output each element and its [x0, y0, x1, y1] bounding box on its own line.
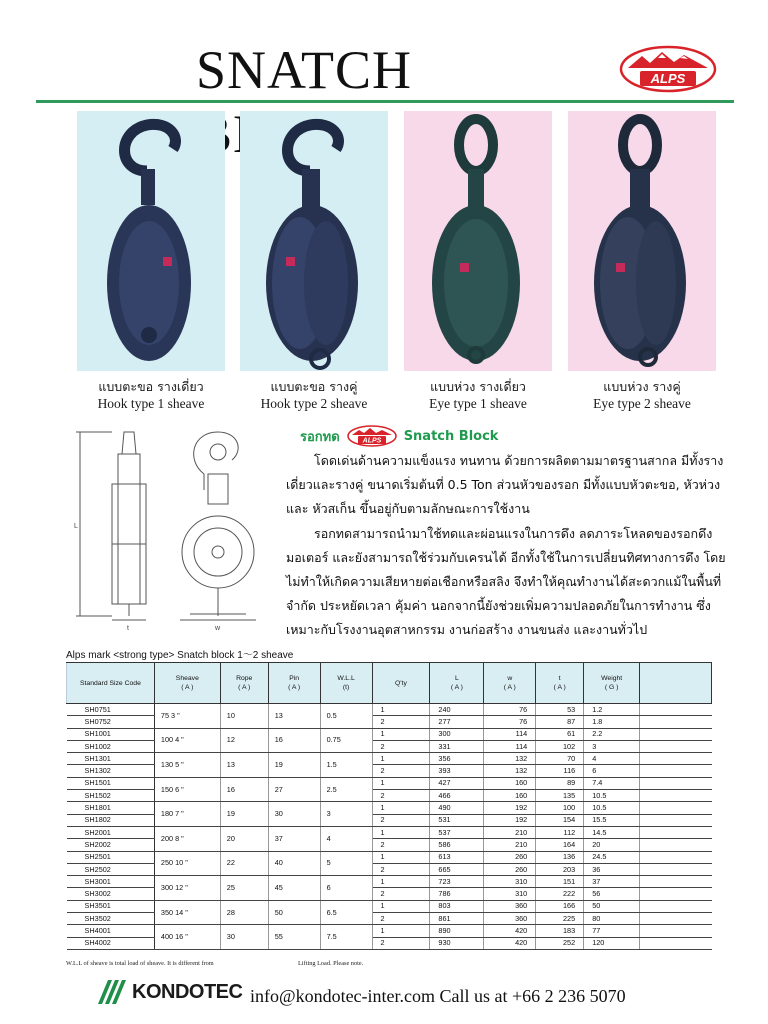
footnote-right: Lifting Load. Please note. — [298, 960, 364, 967]
table-cell: 166 — [536, 900, 584, 912]
table-cell: 13 — [268, 704, 320, 729]
table-cell: 203 — [536, 863, 584, 875]
table-cell: 132 — [484, 765, 536, 777]
table-cell: 55 — [268, 925, 320, 950]
table-cell: 420 — [484, 937, 536, 949]
table-cell: 1 — [372, 925, 430, 937]
table-cell: SH3001 — [67, 876, 155, 888]
table-title: Alps mark <strong type> Snatch block 1～2 sheave — [66, 650, 294, 661]
table-cell: 183 — [536, 925, 584, 937]
table-cell: 13 — [220, 753, 268, 778]
table-cell: 537 — [430, 826, 484, 838]
table-cell: 76 — [484, 716, 536, 728]
caption-th: แบบตะขอ รางเดี่ยว — [98, 379, 204, 394]
table-cell: SH1302 — [67, 765, 155, 777]
table-cell: 61 — [536, 728, 584, 740]
table-cell: 3 — [320, 802, 372, 827]
table-cell: 50 — [268, 900, 320, 925]
table-cell: 2 — [372, 765, 430, 777]
table-cell: 6.5 — [320, 900, 372, 925]
table-header-cell: w ( A ) — [484, 663, 536, 704]
table-cell: SH3502 — [67, 913, 155, 925]
table-cell: 20 — [220, 826, 268, 851]
table-header-cell — [640, 663, 712, 704]
table-cell — [640, 790, 712, 802]
table-cell: 200 8 " — [154, 826, 220, 851]
table-cell: 861 — [430, 913, 484, 925]
table-cell: 930 — [430, 937, 484, 949]
table-cell: 300 — [430, 728, 484, 740]
table-cell: 89 — [536, 777, 584, 789]
table-cell: SH2502 — [67, 863, 155, 875]
table-cell: 100 — [536, 802, 584, 814]
table-cell: 2.2 — [584, 728, 640, 740]
table-cell: SH0752 — [67, 716, 155, 728]
table-cell: 2 — [372, 790, 430, 802]
section-heading — [300, 425, 498, 447]
table-cell: 135 — [536, 790, 584, 802]
table-header-cell: Rope ( A ) — [220, 663, 268, 704]
table-cell: 1 — [372, 826, 430, 838]
table-row — [67, 851, 712, 863]
table-cell — [640, 753, 712, 765]
table-cell: 723 — [430, 876, 484, 888]
table-cell: 87 — [536, 716, 584, 728]
table-cell: 331 — [430, 740, 484, 752]
table-cell: 393 — [430, 765, 484, 777]
table-cell: 400 16 " — [154, 925, 220, 950]
table-cell: 77 — [584, 925, 640, 937]
table-cell: 3 — [584, 740, 640, 752]
table-cell — [640, 876, 712, 888]
table-row — [67, 802, 712, 814]
drawing-label-w: w — [215, 625, 221, 632]
table-cell: 12 — [220, 728, 268, 753]
table-cell: 4 — [320, 826, 372, 851]
table-cell: 300 12 " — [154, 876, 220, 901]
table-cell: 10 — [220, 704, 268, 729]
table-cell — [640, 937, 712, 949]
table-cell: 16 — [268, 728, 320, 753]
table-header-cell: Q'ty — [372, 663, 430, 704]
table-cell: 40 — [268, 851, 320, 876]
table-cell: 2 — [372, 913, 430, 925]
table-cell: 1.8 — [584, 716, 640, 728]
table-cell: 466 — [430, 790, 484, 802]
table-cell: 37 — [268, 826, 320, 851]
description-paragraph-1: โดดเด่นด้านความแข็งแรง ทนทาน ด้วยการผลิตตามมาตรฐานสากล มีทั้งรางเดี่ยวและรางคู่ ขนาดเริ่มต้นที่ 0.5 Ton ส่วนหัวของรอก มีทั้งแบบหัวตะขอ, หัวห่วง และ หัวสเก็น ขึ้นอยู่กับตามลักษณะการใช้งาน — [286, 453, 724, 517]
table-cell: 222 — [536, 888, 584, 900]
table-cell: 6 — [320, 876, 372, 901]
table-cell — [640, 839, 712, 851]
table-cell: 613 — [430, 851, 484, 863]
table-cell: 120 — [584, 937, 640, 949]
alps-logo — [618, 44, 718, 94]
table-cell: SH3501 — [67, 900, 155, 912]
table-cell: 19 — [268, 753, 320, 778]
table-cell: 2 — [372, 716, 430, 728]
photo-eye-1-sheave — [404, 111, 552, 371]
table-cell — [640, 704, 712, 716]
table-header-cell: W.L.L (t) — [320, 663, 372, 704]
table-cell: 0.5 — [320, 704, 372, 729]
table-cell: SH2001 — [67, 826, 155, 838]
caption-hook-2-sheave — [224, 378, 404, 412]
table-cell: 531 — [430, 814, 484, 826]
table-cell: SH0751 — [67, 704, 155, 716]
contact-info: info@kondotec-inter.com Call us at +66 2 236 5070 — [250, 986, 626, 1006]
caption-eye-2-sheave — [552, 378, 732, 412]
table-cell — [640, 740, 712, 752]
table-cell: 1.2 — [584, 704, 640, 716]
table-row — [67, 876, 712, 888]
table-cell: 80 — [584, 913, 640, 925]
table-cell: 420 — [484, 925, 536, 937]
table-cell: 277 — [430, 716, 484, 728]
table-cell: 112 — [536, 826, 584, 838]
table-cell: 20 — [584, 839, 640, 851]
table-header-cell: Pin ( A ) — [268, 663, 320, 704]
table-cell: 260 — [484, 863, 536, 875]
table-cell: 310 — [484, 888, 536, 900]
table-cell: 22 — [220, 851, 268, 876]
table-cell — [640, 900, 712, 912]
table-cell: 1 — [372, 851, 430, 863]
table-cell: SH4001 — [67, 925, 155, 937]
table-cell: 28 — [220, 900, 268, 925]
table-cell: 7.5 — [320, 925, 372, 950]
table-cell — [640, 851, 712, 863]
table-header-row — [67, 663, 712, 704]
table-cell: 250 10 " — [154, 851, 220, 876]
table-cell: 1 — [372, 704, 430, 716]
table-cell: 10.5 — [584, 790, 640, 802]
table-cell: 100 4 " — [154, 728, 220, 753]
table-row — [67, 900, 712, 912]
table-cell: 2 — [372, 937, 430, 949]
table-cell: 6 — [584, 765, 640, 777]
table-cell: SH2002 — [67, 839, 155, 851]
table-cell: 136 — [536, 851, 584, 863]
table-cell: 70 — [536, 753, 584, 765]
photo-hook-1-sheave — [77, 111, 225, 371]
table-cell: 45 — [268, 876, 320, 901]
page-title: SNATCH — [196, 40, 413, 100]
caption-th: แบบห่วง รางคู่ — [603, 379, 681, 394]
table-cell: 56 — [584, 888, 640, 900]
table-row — [67, 704, 712, 716]
table-cell: 890 — [430, 925, 484, 937]
table-cell: 192 — [484, 802, 536, 814]
heading-th: รอกทด — [300, 429, 340, 445]
table-cell: 360 — [484, 913, 536, 925]
table-cell — [640, 765, 712, 777]
table-cell: 19 — [220, 802, 268, 827]
table-cell: 2 — [372, 814, 430, 826]
table-row — [67, 753, 712, 765]
table-cell: 30 — [220, 925, 268, 950]
table-cell: 240 — [430, 704, 484, 716]
table-cell: 5 — [320, 851, 372, 876]
table-header-cell: t ( A ) — [536, 663, 584, 704]
table-cell — [640, 913, 712, 925]
table-cell: 102 — [536, 740, 584, 752]
table-cell: 7.4 — [584, 777, 640, 789]
table-header-cell: Sheave ( A ) — [154, 663, 220, 704]
table-cell: SH1501 — [67, 777, 155, 789]
table-row — [67, 777, 712, 789]
table-cell: 24.5 — [584, 851, 640, 863]
table-cell — [640, 802, 712, 814]
table-cell: 150 6 " — [154, 777, 220, 802]
drawing-label-l: L — [74, 523, 78, 530]
alps-mini-logo — [346, 425, 398, 447]
table-cell: 260 — [484, 851, 536, 863]
table-cell: 803 — [430, 900, 484, 912]
title-divider — [36, 100, 734, 103]
table-header-cell: Standard Size Code — [67, 663, 155, 704]
table-header-cell: Weight ( G ) — [584, 663, 640, 704]
spec-table — [66, 662, 712, 950]
alps-logo-text: ALPS — [650, 71, 686, 86]
table-cell: 252 — [536, 937, 584, 949]
caption-en: Eye type 1 sheave — [429, 396, 527, 411]
table-cell: 10.5 — [584, 802, 640, 814]
table-cell — [640, 728, 712, 740]
company-name: KONDOTEC — [132, 980, 243, 1003]
kondotec-logo — [96, 978, 242, 1006]
table-row — [67, 728, 712, 740]
table-cell — [640, 925, 712, 937]
table-cell: 1 — [372, 900, 430, 912]
table-cell — [640, 888, 712, 900]
table-cell: 2 — [372, 863, 430, 875]
table-cell: 154 — [536, 814, 584, 826]
table-cell: 1.5 — [320, 753, 372, 778]
table-cell: SH1802 — [67, 814, 155, 826]
table-cell: 360 — [484, 900, 536, 912]
table-cell: 164 — [536, 839, 584, 851]
caption-hook-1-sheave — [61, 378, 241, 412]
table-cell: 75 3 " — [154, 704, 220, 729]
table-cell: SH2501 — [67, 851, 155, 863]
table-cell: 4 — [584, 753, 640, 765]
table-cell — [640, 863, 712, 875]
table-cell: 116 — [536, 765, 584, 777]
table-cell: 130 5 " — [154, 753, 220, 778]
table-cell: 2.5 — [320, 777, 372, 802]
table-cell: 1 — [372, 802, 430, 814]
table-cell — [640, 777, 712, 789]
table-cell: 356 — [430, 753, 484, 765]
caption-th: แบบตะขอ รางคู่ — [270, 379, 358, 394]
table-header-cell: L ( A ) — [430, 663, 484, 704]
table-cell: 2 — [372, 740, 430, 752]
table-cell: 490 — [430, 802, 484, 814]
table-cell: 132 — [484, 753, 536, 765]
table-cell: 14.5 — [584, 826, 640, 838]
caption-en: Hook type 2 sheave — [260, 396, 368, 411]
description — [286, 449, 726, 643]
table-cell — [640, 814, 712, 826]
table-cell — [640, 716, 712, 728]
photo-eye-2-sheave — [568, 111, 716, 371]
table-cell: 1 — [372, 777, 430, 789]
table-cell: 50 — [584, 900, 640, 912]
caption-th: แบบห่วง รางเดี่ยว — [430, 379, 526, 394]
alps-mini-logo-text: ALPS — [362, 437, 382, 445]
table-cell: 427 — [430, 777, 484, 789]
table-cell: 2 — [372, 888, 430, 900]
table-cell: 76 — [484, 704, 536, 716]
table-cell: 210 — [484, 826, 536, 838]
table-cell: 160 — [484, 777, 536, 789]
table-cell: 15.5 — [584, 814, 640, 826]
table-cell: 36 — [584, 863, 640, 875]
table-cell — [640, 826, 712, 838]
table-cell: 25 — [220, 876, 268, 901]
caption-en: Hook type 1 sheave — [97, 396, 205, 411]
table-cell: 225 — [536, 913, 584, 925]
footnote-left: W.L.L of sheave is total load of sheave. It is different from — [66, 960, 214, 967]
drawing-label-t: t — [127, 625, 129, 632]
table-cell: 310 — [484, 876, 536, 888]
table-cell: 160 — [484, 790, 536, 802]
caption-eye-1-sheave — [388, 378, 568, 412]
table-cell: 16 — [220, 777, 268, 802]
table-cell: 192 — [484, 814, 536, 826]
heading-en: Snatch Block — [403, 428, 499, 444]
table-cell: 114 — [484, 728, 536, 740]
table-cell: SH1001 — [67, 728, 155, 740]
table-cell: 786 — [430, 888, 484, 900]
table-cell: 1 — [372, 876, 430, 888]
kondotec-mark-icon — [96, 978, 128, 1006]
table-row — [67, 925, 712, 937]
table-cell: 0.75 — [320, 728, 372, 753]
table-cell: 1 — [372, 753, 430, 765]
table-cell: 350 14 " — [154, 900, 220, 925]
table-cell: 2 — [372, 839, 430, 851]
table-cell: 1 — [372, 728, 430, 740]
table-cell: SH3002 — [67, 888, 155, 900]
table-cell: SH1002 — [67, 740, 155, 752]
table-cell: SH1301 — [67, 753, 155, 765]
table-cell: 151 — [536, 876, 584, 888]
table-row — [67, 826, 712, 838]
table-cell: 586 — [430, 839, 484, 851]
table-cell: SH1801 — [67, 802, 155, 814]
photo-hook-2-sheave — [240, 111, 388, 371]
table-cell: 210 — [484, 839, 536, 851]
table-cell: SH4002 — [67, 937, 155, 949]
table-cell: 114 — [484, 740, 536, 752]
caption-en: Eye type 2 sheave — [593, 396, 691, 411]
table-cell: 53 — [536, 704, 584, 716]
table-cell: 665 — [430, 863, 484, 875]
table-cell: 27 — [268, 777, 320, 802]
table-cell: 37 — [584, 876, 640, 888]
table-cell: 180 7 " — [154, 802, 220, 827]
table-cell: 30 — [268, 802, 320, 827]
description-paragraph-2: รอกทดสามารถนำมาใช้ทดและผ่อนแรงในการดึง ลดภาระโหลดของรอกดึงมอเตอร์ และยังสามารถใช้ร่วมกับเครนได้ อีกทั้งใช้ในการเปลี่ยนทิศทางการดึง โดยไม่ทำให้เกิดความเสียหายต่อเชือกหรือสลิง จึงทำให้คุณทำงานได้สะดวกแม้ในพื้นที่จำกัด ประหยัดเวลา คุ้มค่า นอกจากนี้ยังช่วยเพิ่มความปลอดภัยในการทำงาน ซึ่งเหมาะกับโรงงานอุตสาหกรรม งานก่อสร้าง งานขนส่ง และงานทั่วไป — [286, 525, 726, 638]
technical-drawing — [72, 424, 272, 636]
table-cell: SH1502 — [67, 790, 155, 802]
